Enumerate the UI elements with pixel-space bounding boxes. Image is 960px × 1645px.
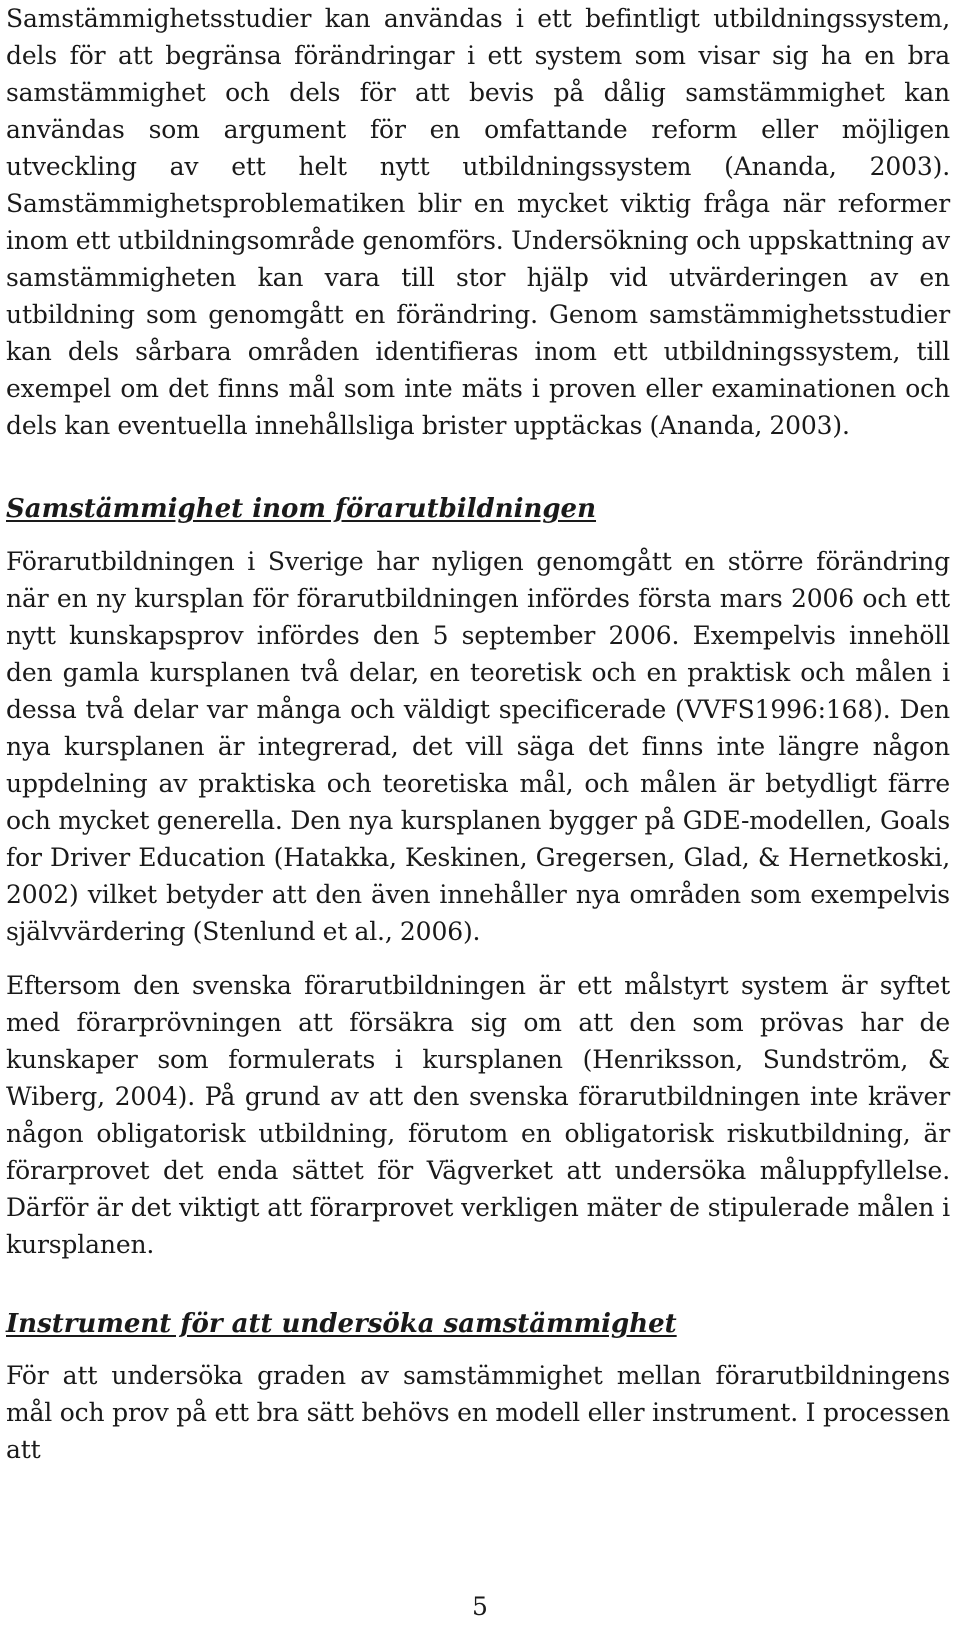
section-heading: Instrument för att undersöka samstämmighet [6,1309,677,1339]
page-number: 5 [472,1592,488,1621]
body-paragraph: Förarutbildningen i Sverige har nyligen genomgått en större förändring när en ny kursplan för förarutbildningen infördes första mars 2006 och ett nytt kunskapsprov infördes den 5 september 2006. Exempelvis innehöll den gamla kursplanen två delar, en teoretisk och en praktisk och målen i dessa två delar var många och väldigt specificerade (VVFS1996:168). Den nya kursplanen är integrerad, det vill säga det finns inte längre någon uppdelning av praktiska och teoretiska mål, och målen är betydligt färre och mycket generella. Den nya kursplanen bygger på GDE-modellen, Goals for Driver Education (Hatakka, Keskinen, Gregersen, Glad, & Hernetkoski, 2002) vilket betyder att den även innehåller nya områden som exempelvis självvärdering (Stenlund et al., 2006). [6,547,950,946]
body-paragraph: Samstämmighetsstudier kan användas i ett befintligt utbildningssystem, dels för att begränsa förändringar i ett system som visar sig ha en bra samstämmighet och dels för att bevis på dålig samstämmighet kan användas som argument för en omfattande reform eller möjligen utveckling av ett helt nytt utbildningssystem (Ananda, 2003). Samstämmighetsproblematiken blir en mycket viktig fråga när reformer inom ett utbildningsområde genomförs. Undersökning och uppskattning av samstämmigheten kan vara till stor hjälp vid utvärderingen av en utbildning som genomgått en förändring. Genom samstämmighetsstudier kan dels sårbara områden identifieras inom ett utbildningssystem, till exempel om det finns mål som inte mäts i proven eller examinationen och dels kan eventuella innehållsliga brister upptäckas (Ananda, 2003). [6,4,950,440]
body-paragraph: För att undersöka graden av samstämmighet mellan förarutbildningens mål och prov på ett bra sätt behövs en modell eller instrument. I processen att [6,1361,950,1464]
section-heading: Samstämmighet inom förarutbildningen [6,494,597,524]
body-paragraph: Eftersom den svenska förarutbildningen är ett målstyrt system är syftet med förarprövningen att försäkra sig om att den som prövas har de kunskaper som formulerats i kursplanen (Henriksson, Sundström, & Wiberg, 2004). På grund av att den svenska förarutbildningen inte kräver någon obligatorisk utbildning, förutom en obligatorisk riskutbildning, är förarprovet det enda sättet för Vägverket att undersöka måluppfyllelse. Därför är det viktigt att förarprovet verkligen mäter de stipulerade målen i kursplanen. [6,971,950,1259]
